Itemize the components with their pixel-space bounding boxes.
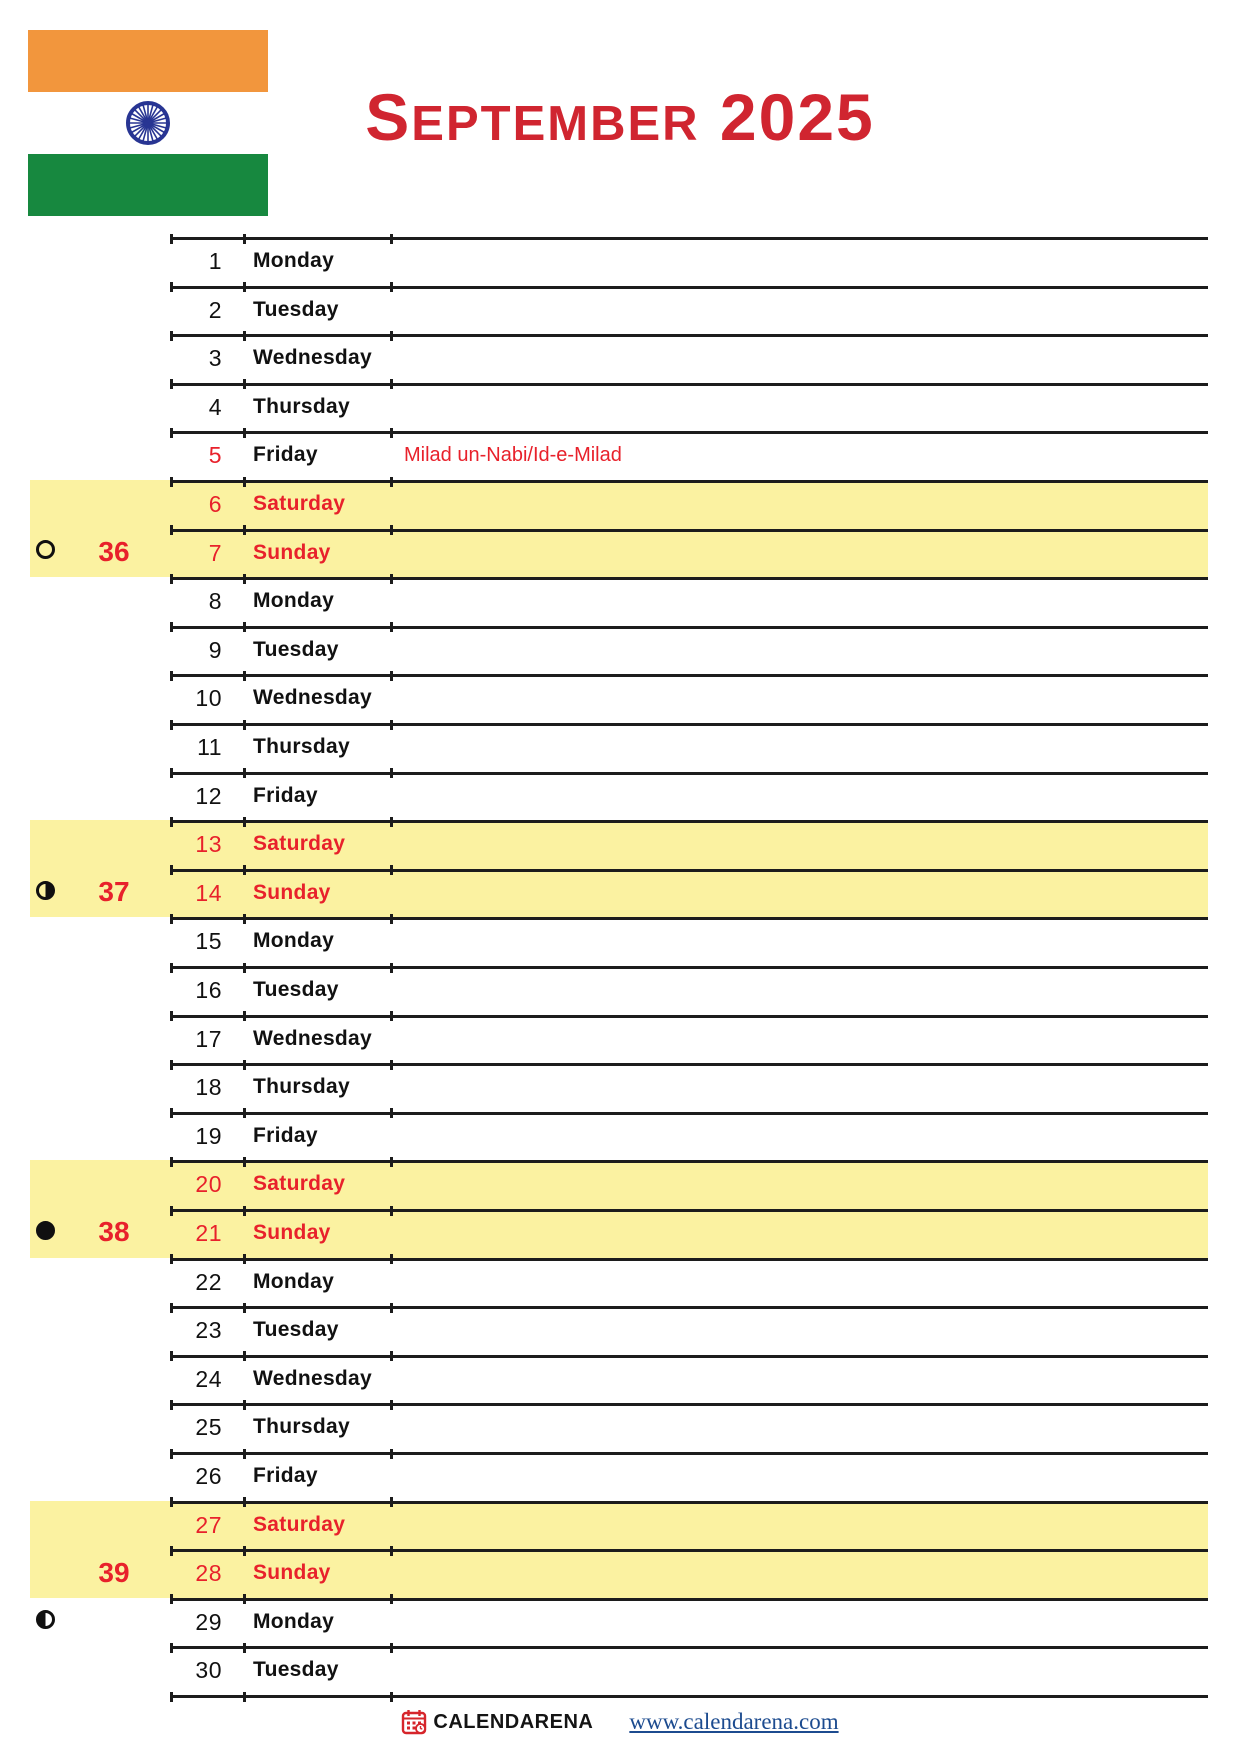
day-row bbox=[0, 1549, 1240, 1598]
day-name: Tuesday bbox=[253, 1318, 339, 1342]
day-name: Friday bbox=[253, 1464, 318, 1487]
day-row bbox=[0, 1452, 1240, 1501]
day-name: Monday bbox=[253, 589, 335, 613]
day-row bbox=[0, 966, 1240, 1015]
title-year: 2025 bbox=[719, 80, 875, 154]
week-number: 38 bbox=[98, 1216, 130, 1248]
day-number: 30 bbox=[195, 1657, 222, 1684]
day-row bbox=[0, 383, 1240, 432]
day-row bbox=[0, 1306, 1240, 1355]
day-number: 19 bbox=[195, 1122, 222, 1149]
day-number: 2 bbox=[208, 296, 222, 323]
day-row bbox=[0, 1112, 1240, 1161]
day-number: 4 bbox=[208, 393, 222, 420]
day-number: 9 bbox=[208, 636, 222, 663]
day-name: Saturday bbox=[253, 1512, 346, 1536]
day-name: Saturday bbox=[253, 832, 346, 856]
day-name: Thursday bbox=[253, 735, 350, 758]
brand-name: CALENDARENA bbox=[433, 1710, 594, 1733]
day-row bbox=[0, 1258, 1240, 1307]
day-number: 24 bbox=[195, 1365, 222, 1392]
day-number: 15 bbox=[195, 928, 222, 955]
day-name: Thursday bbox=[253, 1415, 350, 1439]
day-row bbox=[0, 1063, 1240, 1112]
day-name: Wednesday bbox=[253, 1026, 373, 1050]
day-row bbox=[0, 1403, 1240, 1452]
day-name: Sunday bbox=[253, 540, 331, 564]
day-number: 23 bbox=[195, 1317, 222, 1344]
day-row bbox=[0, 237, 1240, 286]
day-row bbox=[0, 1015, 1240, 1064]
day-row bbox=[0, 723, 1240, 772]
day-row bbox=[0, 1501, 1240, 1550]
day-number: 11 bbox=[197, 734, 222, 760]
day-number: 29 bbox=[195, 1608, 222, 1635]
day-number: 25 bbox=[195, 1414, 222, 1441]
day-row bbox=[0, 917, 1240, 966]
week-number: 36 bbox=[98, 535, 130, 567]
day-name: Thursday bbox=[253, 394, 350, 418]
separator-line bbox=[170, 1695, 1208, 1698]
day-row bbox=[0, 820, 1240, 869]
day-row bbox=[0, 1209, 1240, 1258]
day-number: 13 bbox=[195, 831, 222, 858]
holiday-label: Milad un-Nabi/Id-e-Milad bbox=[404, 444, 622, 467]
day-name: Monday bbox=[253, 249, 335, 272]
day-row bbox=[0, 529, 1240, 578]
flag-band-saffron bbox=[28, 30, 268, 92]
day-number: 3 bbox=[208, 345, 222, 372]
day-row bbox=[0, 674, 1240, 723]
day-row bbox=[0, 1598, 1240, 1647]
footer bbox=[0, 1700, 1240, 1744]
day-name: Wednesday bbox=[253, 686, 373, 710]
day-name: Tuesday bbox=[253, 1658, 339, 1682]
day-name: Sunday bbox=[253, 1221, 331, 1244]
day-row bbox=[0, 869, 1240, 918]
day-number: 10 bbox=[195, 685, 222, 712]
day-row bbox=[0, 480, 1240, 529]
day-row bbox=[0, 1646, 1240, 1695]
day-number: 7 bbox=[208, 539, 222, 566]
website-link[interactable]: www.calendarena.com bbox=[629, 1709, 839, 1734]
day-name: Friday bbox=[253, 443, 318, 467]
day-name: Tuesday bbox=[253, 637, 339, 661]
footer-brand-logo bbox=[401, 1709, 593, 1735]
day-number: 28 bbox=[195, 1560, 222, 1587]
day-number: 12 bbox=[195, 782, 222, 809]
day-name: Friday bbox=[253, 1123, 318, 1147]
day-name: Monday bbox=[253, 1269, 335, 1293]
day-number: 14 bbox=[195, 879, 222, 906]
day-name: Monday bbox=[253, 1609, 335, 1633]
day-name: Tuesday bbox=[253, 297, 339, 321]
day-number: 16 bbox=[195, 977, 222, 1003]
day-number: 21 bbox=[195, 1220, 222, 1246]
day-name: Wednesday bbox=[253, 1366, 373, 1390]
week-number: 39 bbox=[98, 1556, 130, 1588]
flag-band-green bbox=[28, 154, 268, 216]
day-row bbox=[0, 1160, 1240, 1209]
day-row bbox=[0, 772, 1240, 821]
title-month-initial: S bbox=[365, 80, 412, 154]
day-row bbox=[0, 626, 1240, 675]
day-number: 5 bbox=[208, 442, 222, 469]
day-name: Tuesday bbox=[253, 978, 339, 1001]
title-month-rest: EPTEMBER bbox=[411, 97, 700, 151]
day-name: Saturday bbox=[253, 492, 346, 515]
day-row bbox=[0, 1355, 1240, 1404]
day-name: Thursday bbox=[253, 1075, 350, 1099]
day-number: 22 bbox=[195, 1268, 222, 1295]
page-title bbox=[0, 80, 1240, 154]
day-name: Saturday bbox=[253, 1172, 346, 1196]
day-number: 20 bbox=[195, 1171, 222, 1198]
day-number: 6 bbox=[208, 491, 222, 517]
day-number: 27 bbox=[195, 1511, 222, 1538]
day-row bbox=[0, 577, 1240, 626]
day-row bbox=[0, 286, 1240, 335]
day-number: 17 bbox=[195, 1025, 222, 1052]
calendar-icon bbox=[401, 1709, 427, 1735]
day-number: 1 bbox=[208, 248, 222, 274]
day-name: Sunday bbox=[253, 880, 331, 904]
day-name: Sunday bbox=[253, 1561, 331, 1585]
day-number: 8 bbox=[208, 588, 222, 615]
day-number: 18 bbox=[195, 1074, 222, 1101]
calendar-list bbox=[0, 237, 1240, 1695]
day-name: Monday bbox=[253, 929, 335, 953]
day-name: Wednesday bbox=[253, 346, 373, 370]
day-name: Friday bbox=[253, 783, 318, 807]
day-number: 26 bbox=[195, 1463, 222, 1489]
day-row bbox=[0, 431, 1240, 480]
day-row bbox=[0, 334, 1240, 383]
week-number: 37 bbox=[98, 876, 130, 908]
